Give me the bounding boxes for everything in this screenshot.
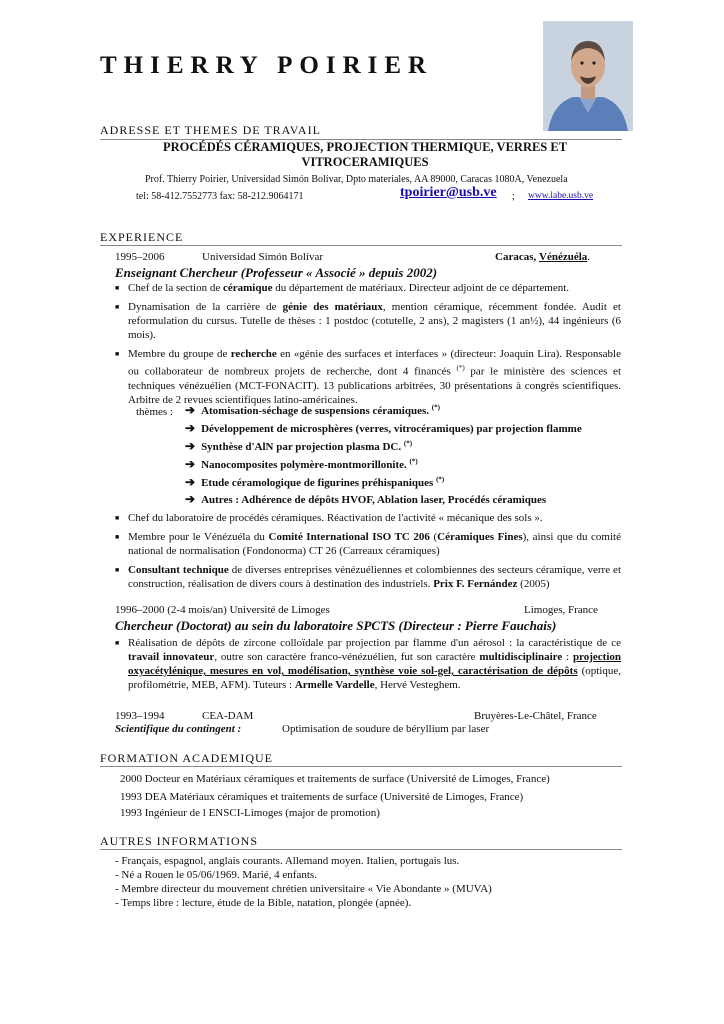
job3-dates: 1993–1994 [115,710,165,722]
theme-item: ➔ Etude céramologique de figurines préhispaniques (*) [185,475,445,489]
phone-fax: tel: 58-412.7552773 fax: 58-212.9064171 [136,191,304,202]
job1-dates: 1995–2006 [115,251,165,263]
job2-location: Limoges, France [524,604,598,616]
job1-bullet-genie: ■ Dynamisation de la carrière de génie des matériaux, mention céramique, récemment fondée. Audit et reformulation du cursus. Tutelle de thèses : 1 postdoc (cotutelle, 2 ans), 2 magisters (1 an½), 44 ingénieurs (6 mois). [115,300,621,342]
arrow-right-icon: ➔ [185,439,196,453]
job1-city: Caracas, [495,251,537,263]
theme-item: ➔ Nanocomposites polymère-montmorillonite. (*) [185,457,418,471]
job1-bullets-bottom [115,511,621,596]
job1-bullet-recherche: ■ Membre du groupe de recherche en «génie des surfaces et interfaces » (directeur: Joaquin Lira). Responsable ou collaborateur de nombreux projets de recherche, dont 4 financés (*) par le ministère des sciences et techniques vénézuélien (MCT-FONACIT). 13 publications arbitrées, 30 présentations à congrès scientifiques. Arbitre de 2 revues scientifiques latino-américaines. [115,347,621,407]
job1-bullet-ceramique: ■ Chef de la section de céramique du département de matériaux. Directeur adjoint de ce département. [115,281,621,295]
divider [100,766,622,767]
theme-item: ➔ Atomisation-séchage de suspensions céramiques. (*) [185,403,440,417]
autres-item: - Français, espagnol, anglais courants. Allemand moyen. Italien, portugais lus. [115,855,460,867]
job1-bullet-labo: ■ Chef du laboratoire de procédés céramiques. Réactivation de l'activité « mécanique des sols ». [115,511,621,525]
job1-bullet-iso: ■ Membre pour le Vénézuéla du Comité International ISO TC 206 (Céramiques Fines), ainsi que du comité national de normalisation (Fondonorma) CT 26 (Carreaux céramiques) [115,530,621,558]
arrow-right-icon: ➔ [185,457,196,471]
job1-bullet-consultant: ■ Consultant technique de diverses entreprises vénézuéliennes et colombiennes des secteurs céramique, verre et construction, réalisation de divers cours à destination des industriels. Prix F. Fernández (2005) [115,563,621,591]
theme-item: ➔ Autres : Adhérence de dépôts HVOF, Ablation laser, Procédés céramiques [185,492,547,506]
job2-bullet: ■ Réalisation de dépôts de zircone colloïdale par projection par flamme d'un aérosol : la caractéristique de ce travail innovateur, outre son caractère franco-vénézuélien, fut son caractère multidisciplinaire : projection oxyacétylénique, mesures en vol, modélisation, synthèse voie sol-gel, caractérisation de dépôts (optique, profilométrie, MEB, AFM). Tuteurs : Armelle Vardelle, Hervé Vesteghem. [115,636,621,692]
arrow-right-icon: ➔ [185,475,196,489]
job1-location [495,250,590,264]
formation-heading: FORMATION ACADEMIQUE [100,751,274,765]
theme-item: ➔ Synthèse d'AlN par projection plasma DC. (*) [185,439,413,453]
job1-title: Enseignant Chercheur (Professeur « Associé » depuis 2002) [115,265,438,280]
formation-item: 1993 DEA Matériaux céramiques et traitements de surface (Université de Limoges, France) [120,791,524,803]
arrow-right-icon: ➔ [185,421,196,435]
job2-title: Chercheur (Doctorat) au sein du laboratoire SPCTS (Directeur : Pierre Fauchais) [115,618,557,633]
autres-item: - Né a Rouen le 05/06/1969. Marié, 4 enfants. [115,869,317,881]
job3-title: Scientifique du contingent : [115,723,242,735]
job3-desc: Optimisation de soudure de béryllium par laser [282,723,490,735]
autres-item: - Temps libre : lecture, étude de la Bible, natation, plongée (apnée). [115,897,412,909]
divider [100,849,622,850]
website-link[interactable]: www.labe.usb.ve [528,191,594,201]
job1-org: Universidad Simón Bolívar [202,251,323,263]
formation-item: 1993 Ingénieur de l ENSCI-Limoges (major de promotion) [120,807,380,819]
person-name: THIERRY POIRIER [100,52,434,79]
job3-location: Bruyères-Le-Châtel, France [474,710,597,722]
job3-org: CEA-DAM [202,710,254,722]
separator: ; [512,191,515,202]
job2-dates-org: 1996–2000 (2-4 mois/an) Université de Limoges [115,604,330,616]
theme-item: ➔ Développement de microsphères (verres, vitrocéramiques) par projection flamme [185,421,582,435]
job1-country: Vénézuéla [539,251,588,263]
arrow-right-icon: ➔ [185,492,196,506]
job2-bullets [115,636,621,697]
formation-item: 2000 Docteur en Matériaux céramiques et traitements de surface (Université de Limoges, France) [120,773,550,785]
autres-heading: AUTRES INFORMATIONS [100,834,259,848]
address-heading: ADRESSE ET THEMES DE TRAVAIL [100,123,321,137]
autres-item: - Membre directeur du mouvement chrétien universitaire « Vie Abondante » (MUVA) [115,883,492,895]
job1-bullets-top [115,281,621,412]
themes-title: PROCÉDÉS CÉRAMIQUES, PROJECTION THERMIQUE, VERRES ET VITROCERAMIQUES [162,140,568,169]
portrait-photo [543,21,633,131]
arrow-right-icon: ➔ [185,403,196,417]
job1-dot: . [587,251,591,263]
portrait-illustration [543,21,633,131]
divider [100,245,622,246]
themes-label: thèmes : [136,406,173,418]
email-link[interactable]: tpoirier@usb.ve [400,185,497,200]
postal-address: Prof. Thierry Poirier, Universidad Simón Bolívar, Dpto materiales, AA 89000, Caracas 1080A, Venezuela [145,174,568,185]
experience-heading: EXPERIENCE [100,230,184,244]
